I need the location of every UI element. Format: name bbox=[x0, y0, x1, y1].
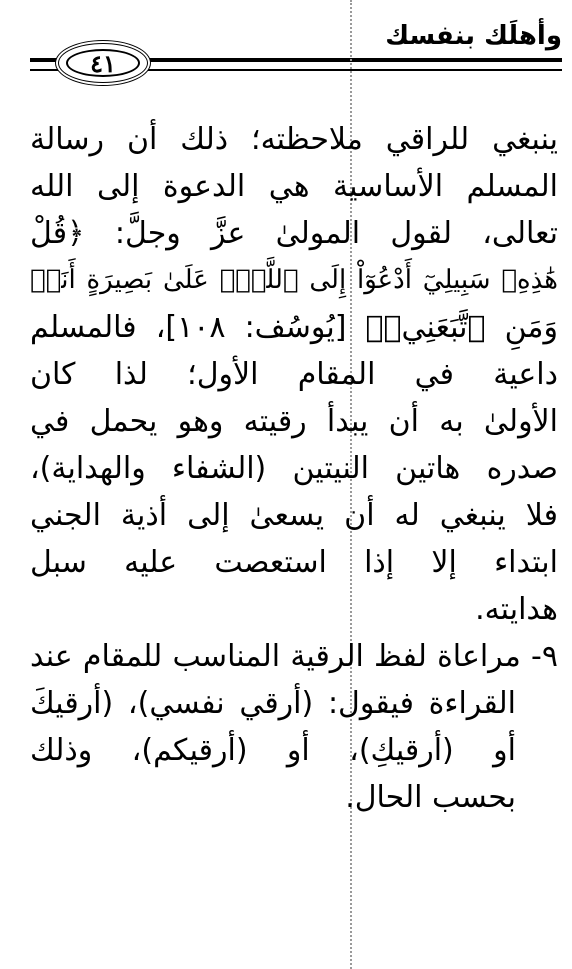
text-line: صدره هاتين النيتين (الشفاء والهداية)، bbox=[30, 451, 558, 486]
text-line: الأولىٰ به أن يبدأ رقيته وهو يحمل في bbox=[30, 404, 558, 439]
text-line: داعية في المقام الأول؛ لذا كان bbox=[30, 357, 558, 392]
quran-verse-line: هَٰذِهِۦ سَبِيلِيٓ أَدْعُوٓاْ إِلَى ٱللَّهِۚ عَلَىٰ بَصِيرَةٍ أَنَا۠ bbox=[30, 265, 558, 295]
list-item-number: ٩- bbox=[531, 639, 558, 674]
text-line: ابتداء إلا إذا استعصت عليه سبل bbox=[30, 545, 558, 580]
list-item-first-line bbox=[30, 633, 558, 680]
page-number-badge bbox=[55, 40, 151, 86]
list-item-9 bbox=[30, 633, 558, 821]
body-text bbox=[30, 116, 558, 821]
text-line: أو (أرقيكِ)، أو (أرقيكم)، وذلك bbox=[30, 733, 516, 768]
text-line: المسلم الأساسية هي الدعوة إلى الله bbox=[30, 169, 558, 204]
running-header-title: وأهلَك بنفسك bbox=[385, 21, 562, 51]
text-line: ينبغي للراقي ملاحظته؛ ذلك أن رسالة bbox=[30, 122, 558, 157]
text-line: وَمَنِ ٱتَّبَعَنِيۖ﴾ [يُوسُف: ١٠٨]، فالمسلم bbox=[30, 310, 558, 345]
text-line: فلا ينبغي له أن يسعىٰ إلى أذية الجني bbox=[30, 498, 558, 533]
text-line: القراءة فيقول: (أرقي نفسي)، (أرقيكَ bbox=[30, 686, 516, 721]
page-number: ٤١ bbox=[90, 48, 116, 78]
list-item-text: مراعاة لفظ الرقية المناسب للمقام عند bbox=[30, 639, 521, 674]
text-line: تعالى، لقول المولىٰ عزَّ وجلَّ: ﴿قُلْ bbox=[30, 216, 558, 251]
text-line: هدايته. bbox=[475, 592, 558, 627]
text-line: بحسب الحال. bbox=[345, 780, 516, 815]
